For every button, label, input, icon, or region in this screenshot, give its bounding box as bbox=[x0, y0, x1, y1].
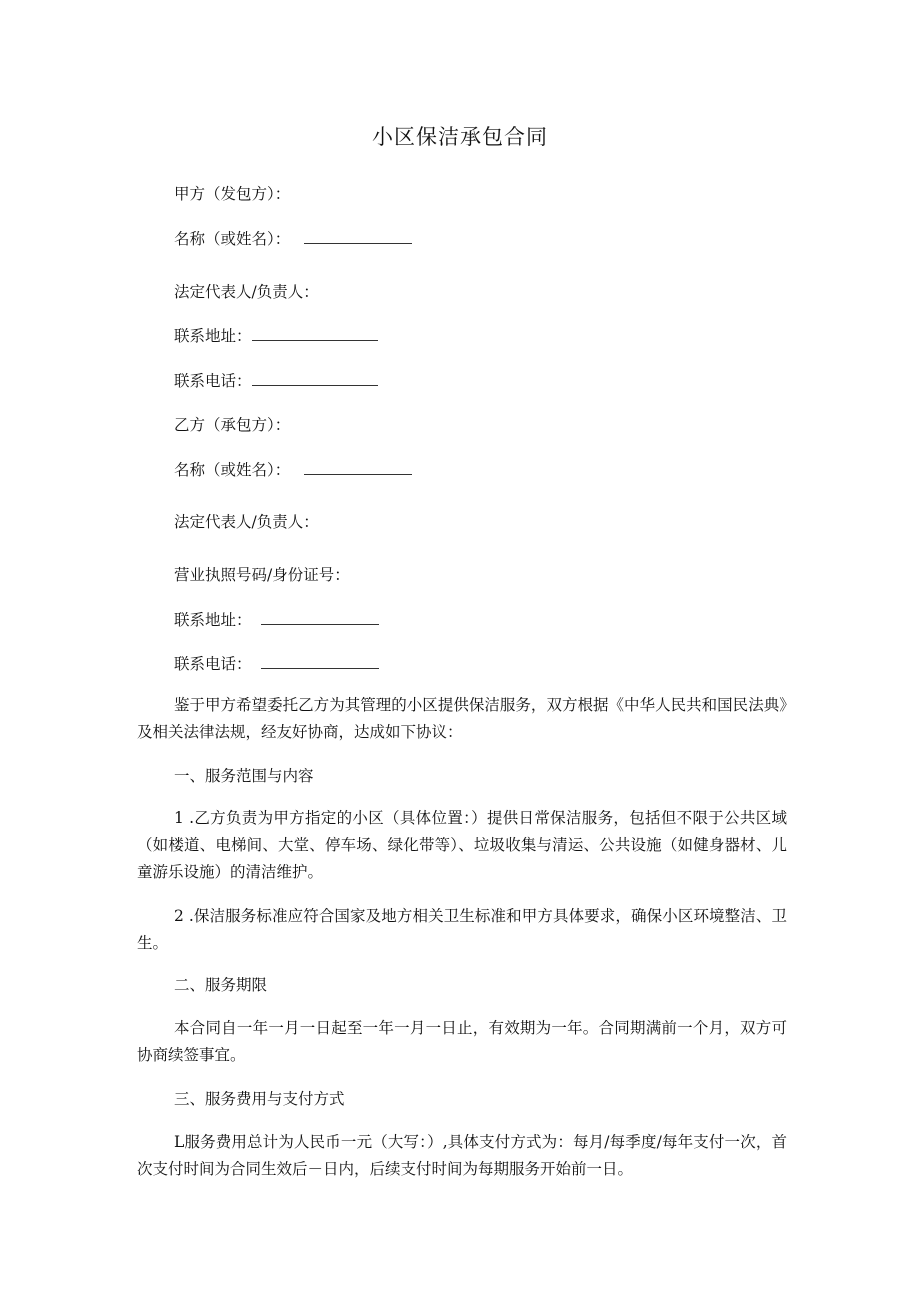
party-b-name-row bbox=[174, 460, 412, 480]
party-b-heading: 乙方（承包方）： bbox=[174, 416, 291, 434]
section-2-clause-1: 本合同自一年一月一日起至一年一月一日止，有效期为一年。合同期满前一个月，双方可协商续签事宜。 bbox=[137, 1019, 787, 1064]
party-b-rep-label: 法定代表人/负责人： bbox=[174, 513, 319, 531]
section-3-heading: 三、服务费用与支付方式 bbox=[174, 1090, 345, 1108]
document-title: 小区保洁承包合同 bbox=[372, 125, 548, 149]
party-a-name-field[interactable] bbox=[304, 229, 412, 244]
section-3-clause-1: L服务费用总计为人民币一元（大写：）,具体支付方式为：每月/每季度/每年支付一次，首次支付时间为合同生效后－日内，后续支付时间为每期服务开始前一日。 bbox=[137, 1133, 787, 1178]
party-a-address-field[interactable] bbox=[252, 326, 378, 341]
party-a-heading: 甲方（发包方）： bbox=[174, 185, 291, 203]
party-b-address-row bbox=[174, 610, 379, 630]
party-a-rep-label: 法定代表人/负责人： bbox=[174, 283, 319, 301]
party-a-address-label: 联系地址： bbox=[174, 327, 252, 345]
party-b-address-label: 联系地址： bbox=[174, 611, 252, 629]
section-2-heading: 二、服务期限 bbox=[174, 976, 268, 994]
party-b-address-field[interactable] bbox=[261, 610, 379, 625]
party-b-name-label: 名称（或姓名）： bbox=[174, 461, 291, 479]
party-a-name-label: 名称（或姓名）： bbox=[174, 230, 291, 248]
section-1-clause-2: 2 .保洁服务标准应符合国家及地方相关卫生标准和甲方具体要求，确保小区环境整洁、卫生。 bbox=[137, 907, 787, 952]
party-a-phone-row bbox=[174, 371, 378, 391]
section-1-heading: 一、服务范围与内容 bbox=[174, 767, 314, 785]
party-a-address-row bbox=[174, 326, 378, 346]
party-a-phone-label: 联系电话： bbox=[174, 372, 252, 390]
party-a-phone-field[interactable] bbox=[252, 371, 378, 386]
party-a-name-row bbox=[174, 229, 412, 249]
party-b-name-field[interactable] bbox=[304, 460, 412, 475]
party-b-phone-field[interactable] bbox=[261, 654, 379, 669]
party-b-license-label: 营业执照号码/身份证号： bbox=[174, 566, 350, 584]
party-b-phone-label: 联系电话： bbox=[174, 655, 252, 673]
section-1-clause-1: 1 .乙方负责为甲方指定的小区（具体位置：）提供日常保洁服务，包括但不限于公共区域（如楼道、电梯间、大堂、停车场、绿化带等）、垃圾收集与清运、公共设施（如健身器材、儿童游乐设施）的清洁维护。 bbox=[137, 809, 787, 881]
party-b-phone-row bbox=[174, 654, 379, 674]
preamble-paragraph: 鉴于甲方希望委托乙方为其管理的小区提供保洁服务，双方根据《中华人民共和国民法典》及相关法律法规，经友好协商，达成如下协议： bbox=[137, 696, 787, 741]
